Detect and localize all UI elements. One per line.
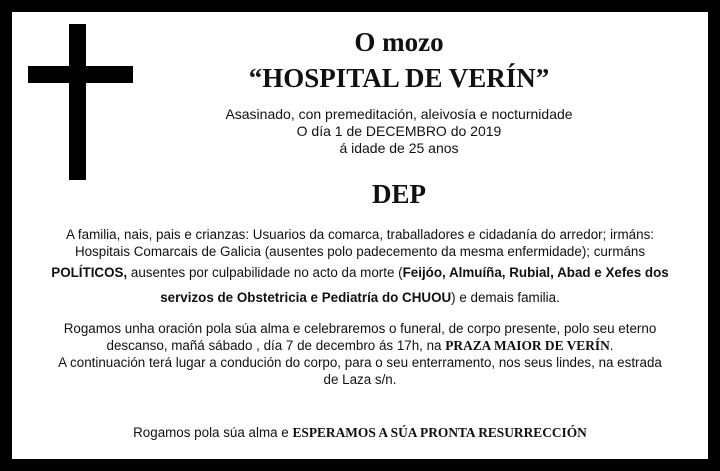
funeral-paragraph bbox=[12, 320, 708, 388]
family-text-end: ) e demais familia. bbox=[451, 290, 560, 305]
death-info bbox=[12, 106, 720, 157]
funeral-period: . bbox=[609, 338, 614, 353]
obituary-card bbox=[12, 12, 708, 459]
info-line: á idade de 25 anos bbox=[339, 140, 459, 156]
info-line: O día 1 de DECEMBRO do 2019 bbox=[296, 123, 502, 139]
politicians-label: POLÍTICOS, bbox=[51, 265, 128, 280]
closing-bold: ESPERAMOS A SÚA PRONTA RESURRECCIÓN bbox=[292, 425, 587, 440]
services-names: servizos de Obstetricia e Pediatría do CHUOU bbox=[160, 290, 452, 305]
funeral-line bbox=[12, 337, 708, 354]
funeral-place: PRAZA MAIOR DE VERÍN bbox=[445, 338, 610, 353]
funeral-line: Rogamos unha oración pola súa alma e celebraremos o funeral, de corpo presente, polo seu eterno bbox=[63, 321, 657, 336]
funeral-line: de Laza s/n. bbox=[323, 372, 397, 387]
family-line: Hospitais Comarcais de Galicia (ausentes polo padecemento da mesma enfermidade); curmáns bbox=[74, 244, 646, 259]
closing-line bbox=[12, 424, 708, 441]
notice-title: O mozo bbox=[354, 27, 444, 57]
politicians-names: Feijóo, Almuíña, Rubial, Abad e Xefes dos bbox=[402, 265, 669, 280]
info-line: Asasinado, con premeditación, aleivosía e nocturnidade bbox=[225, 106, 573, 122]
family-line: A familia, nais, pais e crianzas: Usuarios da comarca, traballadores e cidadanía do arredor; irmáns: bbox=[66, 227, 654, 242]
family-text: ausentes por culpabilidade no acto da morte ( bbox=[127, 265, 403, 280]
notice-subtitle: “HOSPITAL DE VERÍN” bbox=[248, 63, 550, 93]
funeral-text: descanso, mañá sábado , día 7 de decembro ás 17h, na bbox=[106, 338, 446, 353]
closing-text: Rogamos pola súa alma e bbox=[133, 425, 293, 440]
dep-heading: DEP bbox=[372, 179, 426, 209]
family-line bbox=[160, 285, 560, 310]
family-line bbox=[51, 260, 668, 285]
funeral-line: A continuación terá lugar a condución do corpo, para o seu enterramento, nos seus lindes, na estrada bbox=[58, 355, 662, 370]
family-paragraph bbox=[12, 226, 708, 310]
